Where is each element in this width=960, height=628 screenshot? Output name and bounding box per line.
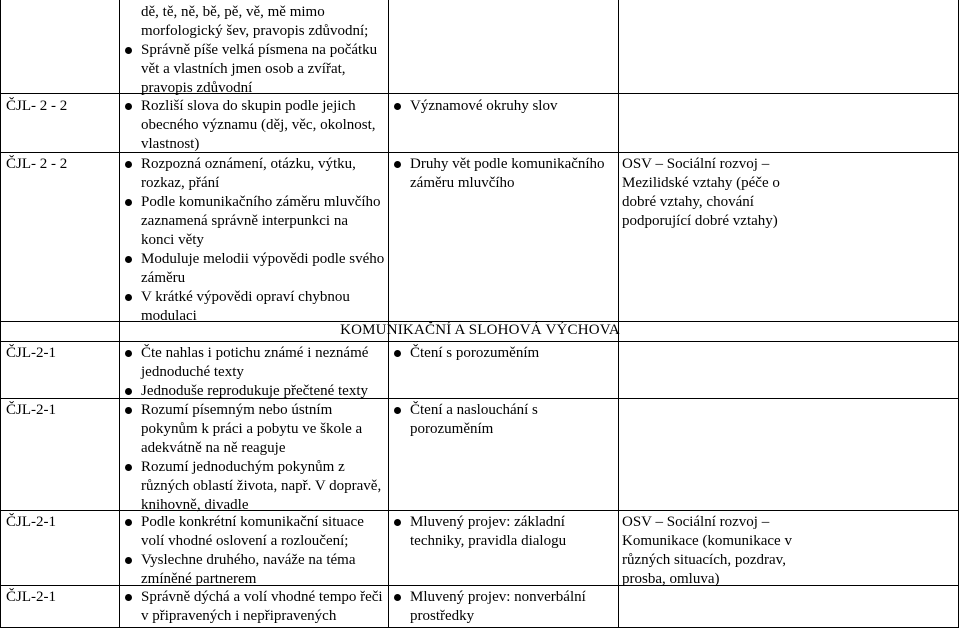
cross-curricular-note: OSV – Sociální rozvoj – Mezilidské vztahy (péče o dobré vztahy, chování podporující dobré vztahy): [622, 156, 780, 229]
topic-item: Mluvený projev: základní techniky, pravidla dialogu: [392, 513, 600, 551]
outcome-item: V krátké výpovědi opraví chybnou modulaci: [123, 288, 385, 326]
column-divider: [119, 0, 120, 628]
outcomes-cell: [123, 401, 385, 515]
outcomes-cell: [123, 344, 385, 401]
outcome-item: Rozliší slova do skupin podle jejich obecného významu (děj, věc, okolnost, vlastnost): [123, 97, 385, 154]
column-divider: [618, 0, 619, 628]
outcome-item: Rozumí písemným nebo ústním pokynům k práci a pobytu ve škole a adekvátně na ně reaguje: [123, 401, 385, 458]
topic-item: Čtení a naslouchání s porozuměním: [392, 401, 560, 439]
outcome-code: ČJL-2-1: [6, 514, 56, 530]
table-left-border: [0, 0, 1, 628]
topics-cell: [392, 513, 617, 551]
outcome-item: Podle konkrétní komunikační situace volí vhodné oslovení a rozloučení;: [123, 513, 385, 551]
cross-curricular-note: OSV – Sociální rozvoj – Komunikace (komunikace v různých situacích, pozdrav, prosba, omluva): [622, 514, 792, 587]
outcome-item: Vyslechne druhého, naváže na téma zmíněné partnerem: [123, 551, 385, 589]
topics-cell: [392, 344, 617, 363]
topics-cell: [392, 155, 617, 193]
outcomes-cell: [123, 588, 385, 626]
outcomes-cell: [123, 513, 385, 589]
outcomes-cell: [123, 3, 385, 98]
outcome-item: dě, tě, ně, bě, pě, vě, mě mimo morfologický šev, pravopis zdůvodní;: [141, 4, 369, 39]
topics-cell: [392, 97, 617, 116]
outcome-item: Rozpozná oznámení, otázku, výtku, rozkaz, přání: [123, 155, 385, 193]
outcome-code: ČJL- 2 - 2: [6, 98, 68, 114]
topic-item: Čtení s porozuměním: [392, 344, 617, 363]
row-divider: [0, 341, 959, 342]
outcome-code: ČJL- 2 - 2: [6, 156, 68, 172]
topic-item: Významové okruhy slov: [392, 97, 617, 116]
topic-item: Druhy vět podle komunikačního záměru mluvčího: [392, 155, 617, 193]
outcome-item: Správně dýchá a volí vhodné tempo řeči v připravených i nepřipravených: [123, 588, 385, 626]
outcomes-cell: [123, 97, 385, 154]
topics-cell: [392, 401, 617, 439]
outcome-code: ČJL-2-1: [6, 345, 56, 361]
outcome-item: Čte nahlas i potichu známé i neznámé jednoduché texty: [123, 344, 385, 382]
outcomes-cell: [123, 155, 385, 326]
outcome-item: Moduluje melodii výpovědi podle svého záměru: [123, 250, 385, 288]
column-divider: [958, 0, 959, 628]
section-title: KOMUNIKAČNÍ A SLOHOVÁ VÝCHOVA: [340, 322, 620, 338]
topic-item: Mluvený projev: nonverbální prostředky: [392, 588, 610, 626]
topics-cell: [392, 588, 617, 626]
outcome-item: Podle komunikačního záměru mluvčího zaznamená správně interpunkci na konci věty: [123, 193, 385, 250]
column-divider: [388, 0, 389, 628]
outcome-item: Jednoduše reprodukuje přečtené texty: [123, 382, 385, 401]
outcome-item: Rozumí jednoduchým pokynům z různých oblastí života, např. V dopravě, knihovně, divadle: [123, 458, 385, 515]
outcome-code: ČJL-2-1: [6, 402, 56, 418]
outcome-code: ČJL-2-1: [6, 589, 56, 605]
outcome-item: Správně píše velká písmena na počátku vět a vlastních jmen osob a zvířat, pravopis zdůvodní: [123, 41, 385, 98]
